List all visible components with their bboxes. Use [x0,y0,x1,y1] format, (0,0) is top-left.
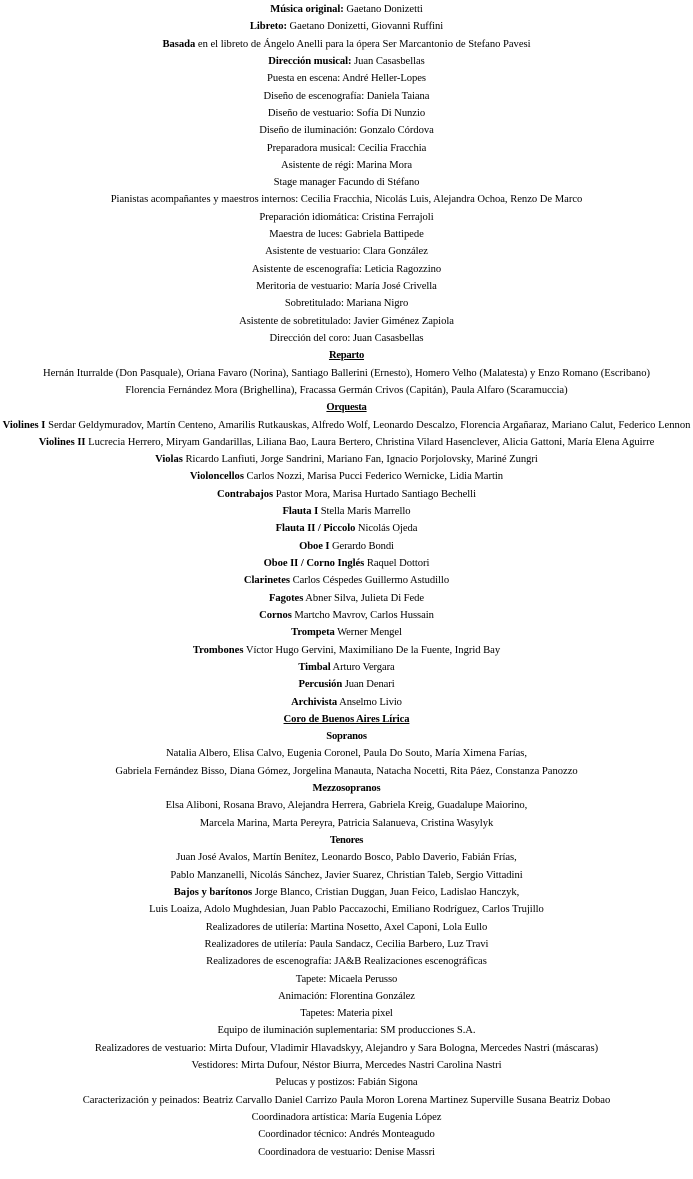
credit-role-label: Fagotes [268,592,304,604]
credit-line: Luis Loaiza, Adolo Mughdesian, Juan Pablo Paccazochi, Emiliano Rodríguez, Carlos Trujillo [149,904,544,916]
credit-line: Diseño de escenografía: Daniela Taiana [263,90,430,102]
credit-names: Stella Maris Marrello [318,506,411,518]
credit-role-label: Flauta II / Piccolo [275,523,356,535]
section-heading [0,347,693,364]
credit-role-label: Violines I [2,419,46,431]
credit-role-label: Archivista [291,696,338,708]
credit-names: Gaetano Donizetti [343,4,423,15]
credit-role-label: Flauta I [282,506,319,518]
credit-role-label: Oboe I [299,540,330,552]
credit-role-label: Contrabajos [217,488,274,500]
credit-role-label: Clarinetes [243,575,290,587]
credit-names: Arturo Vergara [330,661,395,673]
credit-line [0,468,693,485]
credit-line [0,53,693,70]
credit-role-label: Cornos [259,609,292,621]
credit-line: Pelucas y postizos: Fabián Sigona [275,1077,418,1089]
credit-names: Abner Silva, Julieta Di Fede [303,592,425,604]
credit-line: Coordinador técnico: Andrés Monteagudo [258,1129,435,1141]
credit-line: Animación: Florentina González [278,990,415,1002]
credit-line [0,538,693,555]
credit-names: Werner Mengel [334,627,402,639]
credit-names: Jorge Blanco, Cristian Duggan, Juan Feico, Ladislao Hanczyk, [252,886,520,898]
credit-line: Asistente de sobretitulado: Javier Giménez Zapiola [239,315,454,327]
credit-line: Preparación idiomática: Cristina Ferrajoli [259,211,434,223]
credit-line: Stage manager Facundo di Stéfano [273,177,420,189]
credit-line: Realizadores de utilería: Paula Sandacz, Cecilia Barbero, Luz Travi [204,938,489,950]
credit-line: Marcela Marina, Marta Pereyra, Patricia Salanueva, Cristina Wasylyk [199,817,494,829]
credit-line: Equipo de iluminación suplementaria: SM producciones S.A. [217,1025,476,1037]
credit-line: Meritoria de vestuario: María José Crivella [256,281,437,292]
credit-role-label: Timbal [298,661,331,673]
credit-line [0,607,693,624]
credit-line: Gabriela Fernández Bisso, Diana Gómez, Jorgelina Manauta, Natacha Nocetti, Rita Páez, Constanza Panozzo [115,765,578,777]
credit-names: Raquel Dottori [364,558,430,569]
credit-line [0,694,693,711]
credit-role-label: Trombones [192,644,244,656]
voice-group-heading: Mezzosopranos [312,783,381,795]
credit-names: Carlos Nozzi, Marisa Pucci Federico Wernicke, Lidia Martin [243,471,504,483]
credit-line [0,417,693,434]
credit-names: Pastor Mora, Marisa Hurtado Santiago Bechelli [273,488,476,500]
credit-names: Ricardo Lanfiuti, Jorge Sandrini, Mariano Fan, Ignacio Porjolovsky, Mariné Zungri [182,454,538,466]
credit-line: Asistente de vestuario: Clara González [265,246,428,258]
credit-line: Sobretitulado: Mariana Nigro [284,298,409,310]
section-heading-text: Coro de Buenos Aires Lírica [283,713,410,725]
credit-names: Lucrecia Herrero, Miryam Gandarillas, Liliana Bao, Laura Bertero, Christina Vilard Hasenclever, Alicia Gattoni, María Elena Aguirre [85,436,655,448]
credit-line [0,624,693,641]
credit-line [0,642,693,659]
credit-line [0,520,693,537]
credit-line [0,676,693,693]
credit-line: Diseño de vestuario: Sofía Di Nunzio [267,107,426,119]
credit-role-label: Bajos y barítonos [173,886,253,898]
credit-line [0,659,693,676]
credit-line: Realizadores de utilería: Martina Nosetto, Axel Caponi, Lola Eullo [205,921,488,933]
credit-line: Elsa Aliboni, Rosana Bravo, Alejandra Herrera, Gabriela Kreig, Guadalupe Maiorino, [165,800,528,812]
credit-names: Gerardo Bondi [329,540,394,552]
credit-role-label: Violines II [38,436,86,448]
credit-line [0,572,693,589]
credit-names: Serdar Geldymuradov, Martín Centeno, Amarilis Rutkauskas, Alfredo Wolf, Leonardo Descalzo, Florencia Argañaraz, Mariano Calut, Federico Lennon [45,419,691,431]
credit-names: en el libreto de Ángelo Anelli para la ópera Ser Marcantonio de Stefano Pavesi [195,38,531,50]
credit-line [0,18,693,35]
credit-role-label: Dirección musical: [268,55,352,67]
credit-line: Caracterización y peinados: Beatriz Carvallo Daniel Carrizo Paula Moron Lorena Martinez Superville Susana Beatriz Dobao [82,1094,611,1106]
section-heading [0,399,693,416]
credit-line [0,503,693,520]
credit-line [0,451,693,468]
credit-line [0,1,693,18]
credit-line [0,590,693,607]
voice-group-heading: Tenores [329,835,364,846]
credit-role-label: Violoncellos [189,471,244,483]
credit-line: Tapete: Micaela Perusso [295,973,398,985]
credit-role-label: Libreto: [249,21,287,33]
credit-line [0,555,693,572]
credit-line [0,884,693,901]
credit-role-label: Basada [162,38,196,50]
credit-role-label: Trompeta [291,627,335,639]
credit-names: Martcho Mavrov, Carlos Hussain [291,609,434,621]
credit-names: Víctor Hugo Gervini, Maximiliano De la Fuente, Ingrid Bay [243,644,501,656]
credit-line: Asistente de régi: Marina Mora [281,159,412,171]
credit-line: Pianistas acompañantes y maestros internos: Cecilia Fracchia, Nicolás Luis, Alejandra Ochoa, Renzo De Marco [110,194,583,206]
credit-line: Preparadora musical: Cecilia Fracchia [266,142,427,154]
credit-role-label: Violas [155,454,183,466]
credit-line: Diseño de iluminación: Gonzalo Córdova [259,125,434,137]
credit-names: Anselmo Livio [337,696,402,708]
credit-role-label: Percusión [298,679,343,691]
credit-line: Juan José Avalos, Martín Benítez, Leonardo Bosco, Pablo Daverio, Fabián Frías, [176,852,517,864]
credit-line [0,434,693,451]
credit-line: Hernán Iturralde (Don Pasquale), Oriana Favaro (Norina), Santiago Ballerini (Ernesto), Homero Velho (Malatesta) y Enzo Romano (Escribano) [43,367,650,379]
credit-line: Asistente de escenografía: Leticia Ragozzino [251,263,442,275]
credit-line: Coordinadora de vestuario: Denise Massri [258,1146,435,1158]
section-heading [0,711,693,728]
credit-line: Pablo Manzanelli, Nicolás Sánchez, Javier Suarez, Christian Taleb, Sergio Vittadini [170,869,523,881]
credit-line [0,486,693,503]
credit-line: Coordinadora artística: María Eugenia López [251,1112,442,1123]
section-heading-text: Reparto [328,350,365,362]
credit-names: Carlos Céspedes Guillermo Astudillo [289,575,450,587]
credit-role-label: Música original: [270,4,344,15]
credit-line: Tapetes: Materia pixel [300,1008,393,1020]
credit-line: Realizadores de vestuario: Mirta Dufour, Vladimir Hlavadskyy, Alejandro y Sara Bologna, Mercedes Nastri (máscaras) [94,1042,599,1054]
credit-line: Puesta en escena: André Heller-Lopes [267,73,426,85]
credit-line: Maestra de luces: Gabriela Battipede [269,229,424,241]
credit-line [0,36,693,53]
credit-line: Vestidores: Mirta Dufour, Néstor Biurra, Mercedes Nastri Carolina Nastri [191,1060,502,1072]
credit-names: Juan Denari [342,679,395,691]
voice-group-heading: Sopranos [326,731,367,743]
credit-names: Gaetano Donizetti, Giovanni Ruffini [286,21,444,33]
credit-line: Dirección del coro: Juan Casasbellas [269,332,424,344]
credit-line: Realizadores de escenografía: JA&B Realizaciones escenográficas [206,956,487,968]
credit-role-label: Oboe II / Corno Inglés [263,558,365,569]
credit-names: Juan Casasbellas [351,55,425,67]
section-heading-text: Orquesta [326,402,367,414]
credit-names: Nicolás Ojeda [355,523,418,535]
credit-line: Florencia Fernández Mora (Brighellina), Fracassa Germán Crivos (Capitán), Paula Alfaro (Scaramuccia) [125,384,568,396]
credit-line: Natalia Albero, Elisa Calvo, Eugenia Coronel, Paula Do Souto, María Ximena Farías, [165,748,528,760]
